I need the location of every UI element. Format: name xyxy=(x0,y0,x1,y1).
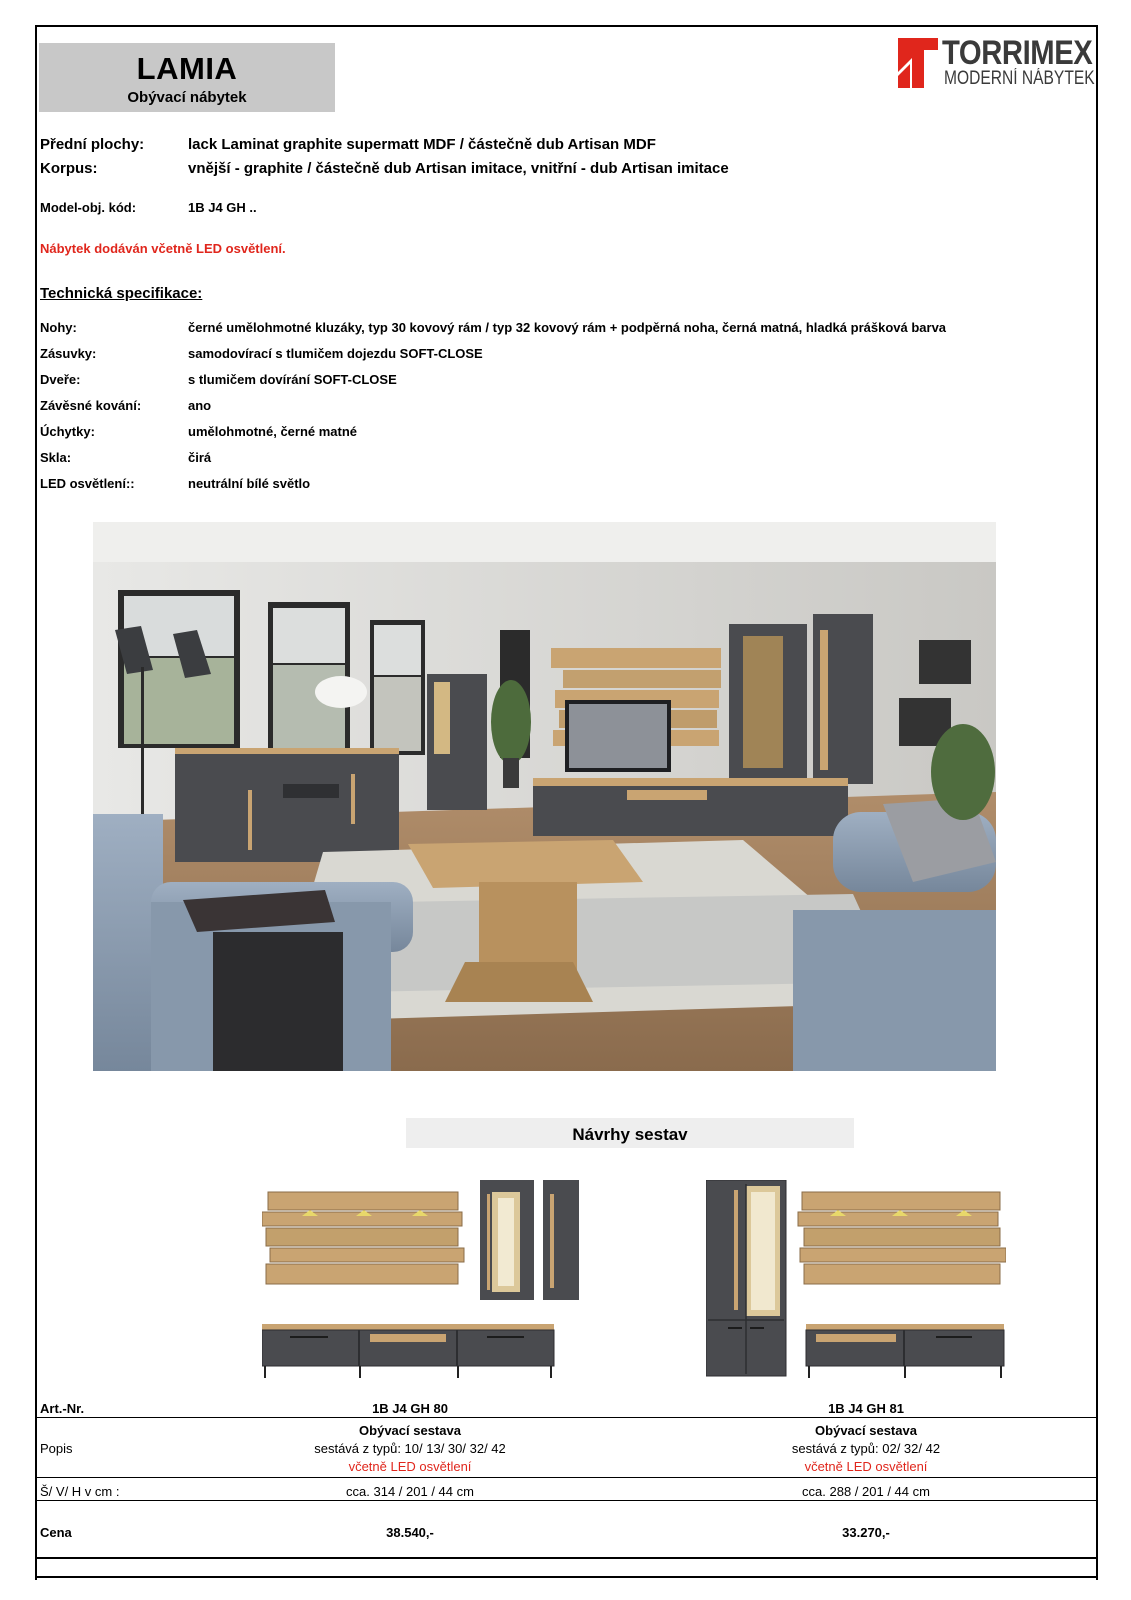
set-types-80: sestává z typů: 10/ 13/ 30/ 32/ 42 xyxy=(314,1441,506,1456)
tech-spec-heading: Technická specifikace: xyxy=(40,285,203,302)
product-title-box xyxy=(39,43,335,112)
product-title: LAMIA xyxy=(136,51,238,86)
spec-label-legs: Nohy: xyxy=(40,320,77,335)
material-value-body: vnější - graphite / částečně dub Artisan imitace, vnitřní - dub Artisan imitace xyxy=(188,160,729,177)
spec-value-handles: umělohmotné, černé matné xyxy=(188,424,358,439)
spec-label-handles: Úchytky: xyxy=(40,424,95,439)
popis-label: Popis xyxy=(40,1441,73,1456)
price-81: 33.270,- xyxy=(842,1525,890,1540)
art-nr-label: Art.-Nr. xyxy=(40,1401,85,1416)
spec-value-doors: s tlumičem dovírání SOFT-CLOSE xyxy=(188,372,397,387)
price-label: Cena xyxy=(40,1525,72,1540)
set-types-81: sestává z typů: 02/ 32/ 42 xyxy=(791,1441,941,1456)
spec-value-drawers: samodovírací s tlumičem dojezdu SOFT-CLOSE xyxy=(188,346,483,361)
logo-tagline: MODERNÍ NÁBYTEK xyxy=(944,68,1095,89)
material-label-front: Přední plochy: xyxy=(40,136,145,153)
set-led-81: včetně LED osvětlení xyxy=(804,1459,928,1474)
torrimex-logo xyxy=(898,36,1098,88)
spec-label-led: LED osvětlení:: xyxy=(40,476,135,491)
dims-label: Š/ V/ H v cm : xyxy=(40,1484,120,1499)
spec-value-glass: čirá xyxy=(188,450,212,465)
material-value-front: lack Laminat graphite supermatt MDF / částečně dub Artisan MDF xyxy=(188,136,656,153)
table-divider-3 xyxy=(37,1500,1098,1501)
spec-value-legs: černé umělohmotné kluzáky, typ 30 kovový rám / typ 32 kovový rám + podpěrná noha, černá matná, hladká prášková barva xyxy=(188,320,947,335)
model-code: 1B J4 GH .. xyxy=(188,200,257,215)
model-label: Model-obj. kód: xyxy=(40,200,137,215)
torrimex-logo-mark-icon xyxy=(898,38,938,88)
spec-label-glass: Skla: xyxy=(40,450,72,465)
spec-value-led: neutrální bílé světlo xyxy=(188,476,311,491)
configuration-81-drawing xyxy=(706,1180,1006,1380)
table-divider-2 xyxy=(37,1477,1098,1478)
spec-label-hanging: Závěsné kování: xyxy=(40,398,142,413)
set-dims-81: cca. 288 / 201 / 44 cm xyxy=(802,1484,930,1499)
living-room-photo xyxy=(93,522,996,1071)
spec-label-drawers: Zásuvky: xyxy=(40,346,97,361)
art-nr-81: 1B J4 GH 81 xyxy=(828,1401,904,1416)
product-subtitle: Obývací nábytek xyxy=(127,89,247,106)
art-nr-80: 1B J4 GH 80 xyxy=(372,1401,448,1416)
led-notice: Nábytek dodáván včetně LED osvětlení. xyxy=(40,241,286,256)
set-name-80: Obývací sestava xyxy=(359,1423,461,1438)
page-frame-bottom xyxy=(35,1576,1098,1578)
table-divider-1 xyxy=(37,1417,1098,1418)
price-80: 38.540,- xyxy=(386,1525,434,1540)
set-led-80: včetně LED osvětlení xyxy=(348,1459,472,1474)
material-label-body: Korpus: xyxy=(40,160,98,177)
configurations-heading: Návrhy sestav xyxy=(406,1118,854,1148)
set-name-81: Obývací sestava xyxy=(815,1423,917,1438)
spec-label-doors: Dveře: xyxy=(40,372,81,387)
table-divider-4 xyxy=(37,1557,1098,1559)
logo-wordmark: TORRIMEX xyxy=(942,34,1093,72)
set-dims-80: cca. 314 / 201 / 44 cm xyxy=(346,1484,474,1499)
spec-value-hanging: ano xyxy=(188,398,212,413)
living-room-illustration xyxy=(93,522,996,1071)
configuration-80-drawing xyxy=(262,1180,582,1380)
